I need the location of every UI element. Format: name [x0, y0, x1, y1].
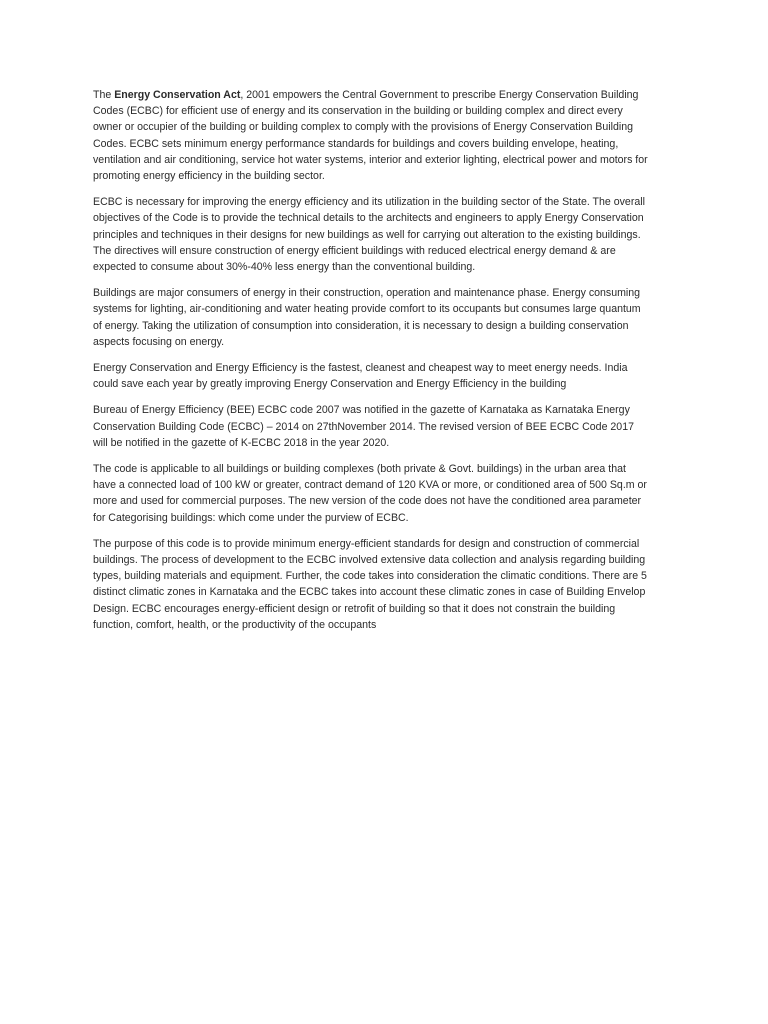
paragraph-text-rest: , 2001 empowers the Central Government to prescribe Energy Conservation Building Codes (ECBC) for efficient use of energy and its conservation in the building or building complex and direct every owner or occupier of the building or building complex to comply with the provisions of Energy Conservation Building Codes. ECBC sets minimum energy performance standards for buildings and covers building envelope, heating, ventilation and air conditioning, service hot water systems, interior and exterior lighting, electrical power and motors for promoting energy efficiency in the building sector. — [93, 89, 648, 183]
paragraph-buildings-consumers: Buildings are major consumers of energy in their construction, operation and maintenance phase. Energy consuming systems for lighting, air-conditioning and water heating provide comfort to its occupants but consumes large quantum of energy. Taking the utilization of consumption into consideration, it is necessary to design a building conservation aspects focusing on energy. — [93, 287, 641, 348]
paragraph-bee-ecbc-code: Bureau of Energy Efficiency (BEE) ECBC code 2007 was notified in the gazette of Karnataka as Karnataka Energy Conservation Building Code (ECBC) – 2014 on 27thNovember 2014. The revised version of BEE ECBC Code 2017 will be notified in the gazette of K-ECBC 2018 in the year 2020. — [93, 404, 634, 449]
paragraph-text-lead: The — [93, 89, 115, 101]
paragraph-ecbc-intro — [93, 87, 649, 184]
paragraph-code-applicability: The code is applicable to all buildings or building complexes (both private & Govt. buildings) in the urban area that have a connected load of 100 kW or greater, contract demand of 120 KVA or more, or conditioned area of 500 Sq.m or more and used for commercial purposes. The new version of the code does not have the conditioned area parameter for Categorising buildings: which come under the purview of ECBC. — [93, 463, 647, 524]
paragraph-code-purpose: The purpose of this code is to provide minimum energy-efficient standards for design and construction of commercial buildings. The process of development to the ECBC involved extensive data collection and analysis regarding building types, building materials and equipment. Further, the code takes into consideration the climatic conditions. There are 5 distinct climatic zones in Karnataka and the ECBC takes into account these climatic zones in case of Building Envelop Design. ECBC encourages energy-efficient design or retrofit of building so that it does not constrain the building function, comfort, health, or the productivity of the occupants — [93, 537, 647, 631]
document-body — [93, 87, 649, 643]
paragraph-conservation-efficiency: Energy Conservation and Energy Efficiency is the fastest, cleanest and cheapest way to meet energy needs. India could save each year by greatly improving Energy Conservation and Energy Efficiency in the building — [93, 362, 628, 391]
bold-act-name: Energy Conservation Act — [114, 89, 241, 101]
paragraph-ecbc-necessity: ECBC is necessary for improving the energy efficiency and its utilization in the building sector of the State. The overall objectives of the Code is to provide the technical details to the architects and engineers to apply Energy Conservation principles and techniques in their designs for new buildings as well for carrying out alteration to the existing buildings. The directives will ensure construction of energy efficient buildings with reduced electrical energy demand & are expected to consume about 30%-40% less energy than the conventional building. — [93, 196, 645, 274]
